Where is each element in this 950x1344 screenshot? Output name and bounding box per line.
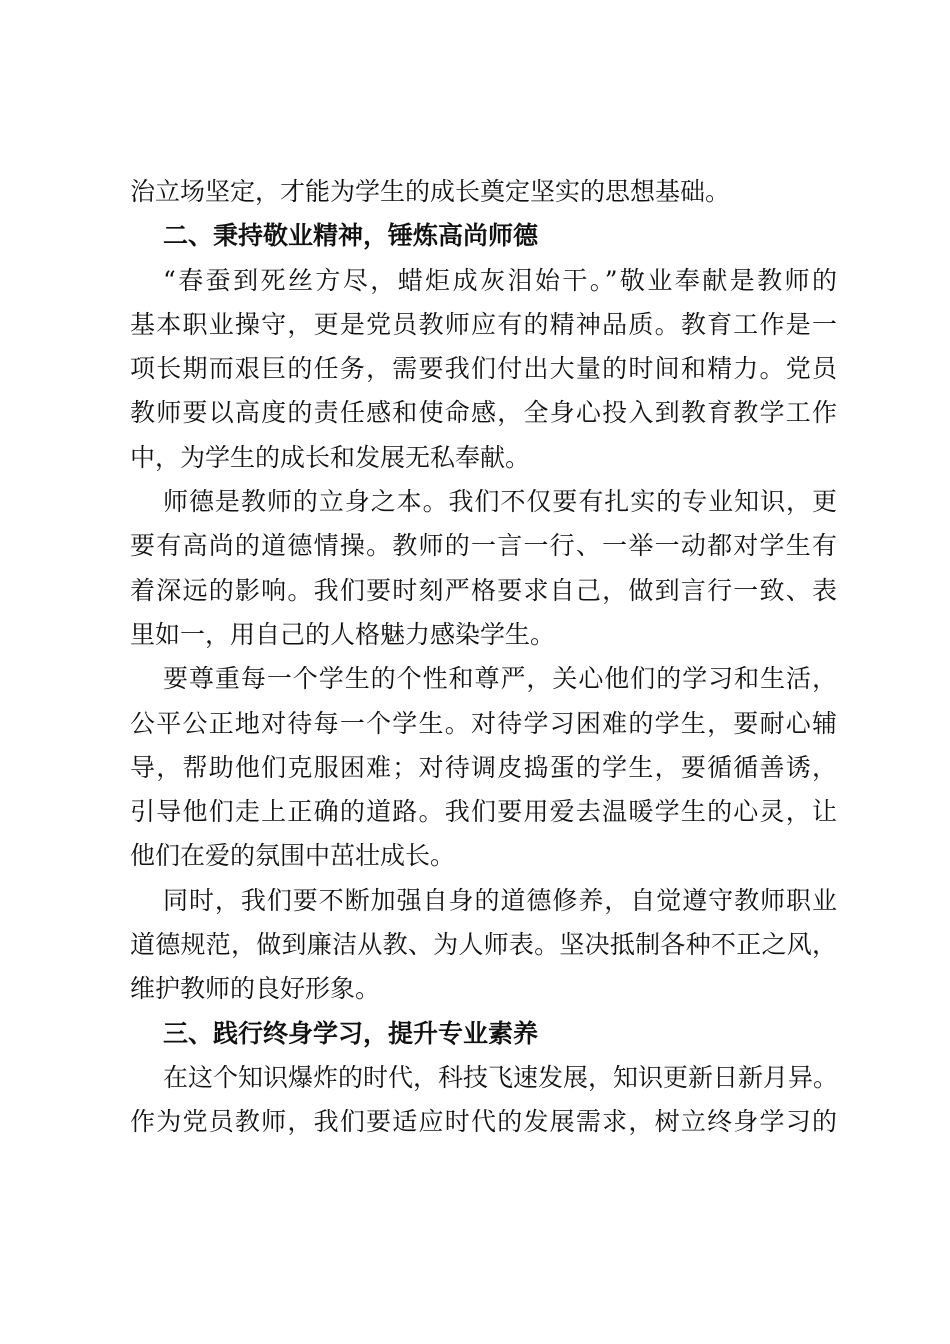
- text-line: 同时，我们要不断加强自身的道德修养，自觉遵守教师职业: [163, 885, 837, 915]
- text-line: 他们在爱的氛围中茁壮成长。: [130, 841, 456, 871]
- text-line: 道德规范，做到廉洁从教、为人师表。坚决抵制各种不正之风，: [130, 930, 837, 960]
- text-line: 要尊重每一个学生的个性和尊严，关心他们的学习和生活，: [163, 664, 837, 694]
- text-line: 公平公正地对待每一个学生。对待学习困难的学生，要耐心辅: [130, 708, 837, 738]
- text-line: 要有高尚的道德情操。教师的一言一行、一举一动都对学生有: [130, 531, 837, 561]
- text-line: 师德是教师的立身之本。我们不仅要有扎实的专业知识，更: [163, 487, 837, 517]
- text-line: 在这个知识爆炸的时代，科技飞速发展，知识更新日新月异。: [163, 1062, 839, 1092]
- document-page: [130, 170, 837, 1145]
- text-line: 引导他们走上正确的道路。我们要用爱去温暖学生的心灵，让: [130, 797, 837, 827]
- text-line: 维护教师的良好形象。: [130, 974, 381, 1004]
- text-line: 治立场坚定，才能为学生的成长奠定坚实的思想基础。: [130, 177, 731, 206]
- section-heading: 二、秉持敬业精神，锤炼高尚师德: [163, 221, 539, 251]
- section-heading: 三、践行终身学习，提升专业素养: [163, 1018, 539, 1048]
- text-line: 里如一，用自己的人格魅力感染学生。: [130, 619, 556, 649]
- text-line: 教师要以高度的责任感和使命感，全身心投入到教育教学工作: [130, 398, 837, 428]
- text-line: “春蚕到死丝方尽，蜡炬成灰泪始干。”敬业奉献是教师的: [163, 265, 837, 295]
- text-line: 项长期而艰巨的任务，需要我们付出大量的时间和精力。党员: [130, 354, 837, 384]
- text-line: 中，为学生的成长和发展无私奉献。: [130, 442, 531, 472]
- text-line: 作为党员教师，我们要适应时代的发展需求，树立终身学习的: [130, 1107, 837, 1137]
- text-line: 基本职业操守，更是党员教师应有的精神品质。教育工作是一: [130, 309, 837, 339]
- text-line: 着深远的影响。我们要时刻严格要求自己，做到言行一致、表: [130, 575, 837, 605]
- text-line: 导，帮助他们克服困难；对待调皮捣蛋的学生，要循循善诱，: [130, 752, 837, 782]
